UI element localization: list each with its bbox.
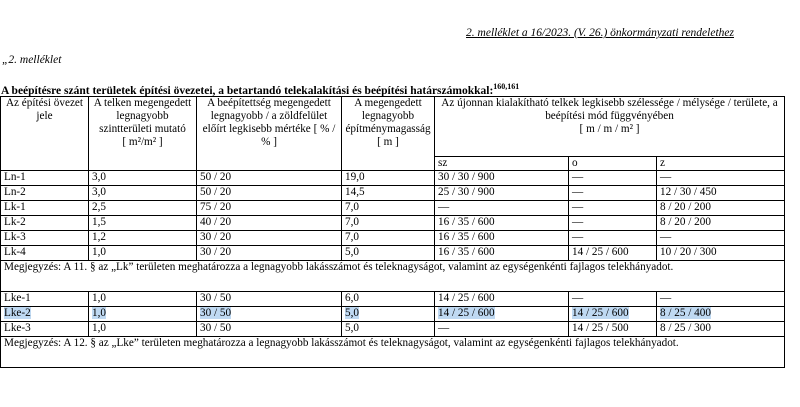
height-cell: 19,0 <box>342 171 435 186</box>
note-lke: Megjegyzés: A 12. § az „Lke” területen meghatározza a legnagyobb lakásszámot és teleknagyságot, valamint az egységenkénti fajlagos telekhányadot. <box>1 337 785 368</box>
zoning-table <box>0 96 785 368</box>
plot-z-cell: 8 / 20 / 200 <box>657 216 785 231</box>
coverage-cell: 75 / 20 <box>197 201 342 216</box>
col-header-sz: sz <box>435 157 569 171</box>
table-row <box>1 201 785 216</box>
coverage-cell: 30 / 20 <box>197 231 342 246</box>
table-row <box>1 292 785 307</box>
plot-o-cell: 14 / 25 / 600 <box>569 307 657 322</box>
col-header-z: z <box>657 157 785 171</box>
height-cell: 14,5 <box>342 186 435 201</box>
floor-index-cell: 1,0 <box>89 322 197 337</box>
zone-cell: Lk-4 <box>1 246 89 261</box>
table-row <box>1 171 785 186</box>
zone-cell: Ln-2 <box>1 186 89 201</box>
zone-cell: Lk-1 <box>1 201 89 216</box>
table-row <box>1 186 785 201</box>
floor-index-cell: 3,0 <box>89 186 197 201</box>
floor-index-cell: 1,0 <box>89 307 197 322</box>
zone-cell: Lke-3 <box>1 322 89 337</box>
floor-index-cell: 3,0 <box>89 171 197 186</box>
table-row <box>1 322 785 337</box>
zone-cell: Lke-1 <box>1 292 89 307</box>
plot-z-cell: — <box>657 171 785 186</box>
plot-z-cell: — <box>657 292 785 307</box>
coverage-cell: 30 / 50 <box>197 307 342 322</box>
plot-z-cell: 12 / 30 / 450 <box>657 186 785 201</box>
plot-sz-cell: 16 / 35 / 600 <box>435 216 569 231</box>
plot-z-cell: 8 / 25 / 300 <box>657 322 785 337</box>
col-header-zone: Az építési övezet jele <box>1 97 89 171</box>
plot-sz-cell: 14 / 25 / 600 <box>435 307 569 322</box>
plot-o-cell: 14 / 25 / 500 <box>569 322 657 337</box>
coverage-cell: 30 / 20 <box>197 246 342 261</box>
col-header-floor-index: A telken megengedett legnagyobb szintterületi mutató [ m²/m² ] <box>89 97 197 171</box>
zone-cell: Lk-3 <box>1 231 89 246</box>
plot-z-cell: 8 / 20 / 200 <box>657 201 785 216</box>
plot-sz-cell: — <box>435 201 569 216</box>
floor-index-cell: 1,0 <box>89 246 197 261</box>
plot-o-cell: — <box>569 171 657 186</box>
zone-cell: Ln-1 <box>1 171 89 186</box>
height-cell: 5,0 <box>342 322 435 337</box>
plot-o-cell: — <box>569 216 657 231</box>
zone-cell: Lke-2 <box>1 307 89 322</box>
height-cell: 5,0 <box>342 246 435 261</box>
plot-o-cell: — <box>569 231 657 246</box>
height-cell: 7,0 <box>342 231 435 246</box>
col-header-o: o <box>569 157 657 171</box>
floor-index-cell: 1,2 <box>89 231 197 246</box>
table-row <box>1 231 785 246</box>
plot-sz-cell: 16 / 35 / 600 <box>435 231 569 246</box>
coverage-cell: 30 / 50 <box>197 322 342 337</box>
title-text: A beépítésre szánt területek építési övezetei, a betartandó telekalakítási és beépítési határszámokkal: <box>1 84 494 97</box>
height-cell: 5,0 <box>342 307 435 322</box>
annex-header: 2. melléklet a 16/2023. (V. 26.) önkormányzati rendelethez <box>466 27 734 39</box>
height-cell: 7,0 <box>342 201 435 216</box>
table-row-selected[interactable] <box>1 307 785 322</box>
plot-z-cell: 10 / 20 / 300 <box>657 246 785 261</box>
plot-sz-cell: 14 / 25 / 600 <box>435 292 569 307</box>
title-footnote: 160,161 <box>493 82 520 91</box>
plot-o-cell: — <box>569 201 657 216</box>
annex-label: „2. melléklet <box>2 54 62 66</box>
table-row <box>1 216 785 231</box>
height-cell: 6,0 <box>342 292 435 307</box>
plot-o-cell: — <box>569 292 657 307</box>
height-cell: 7,0 <box>342 216 435 231</box>
col-header-coverage: A beépítettség megengedett legnagyobb / a zöldfelület előírt legkisebb mértéke [ % / % ] <box>197 97 342 171</box>
plot-sz-cell: 25 / 30 / 900 <box>435 186 569 201</box>
table-row <box>1 246 785 261</box>
plot-o-cell: 14 / 25 / 600 <box>569 246 657 261</box>
coverage-cell: 50 / 20 <box>197 171 342 186</box>
plot-o-cell: — <box>569 186 657 201</box>
zone-cell: Lk-2 <box>1 216 89 231</box>
coverage-cell: 40 / 20 <box>197 216 342 231</box>
floor-index-cell: 1,0 <box>89 292 197 307</box>
col-header-plot: Az újonnan kialakítható telkek legkisebb szélessége / mélysége / területe, a beépítési mód függvényében [ m / m / m² ] <box>435 97 785 157</box>
document-title <box>1 82 519 97</box>
floor-index-cell: 2,5 <box>89 201 197 216</box>
note-row <box>1 337 785 368</box>
plot-z-cell: — <box>657 231 785 246</box>
floor-index-cell: 1,5 <box>89 216 197 231</box>
plot-sz-cell: 30 / 30 / 900 <box>435 171 569 186</box>
plot-sz-cell: 16 / 35 / 600 <box>435 246 569 261</box>
note-row <box>1 261 785 292</box>
plot-z-cell: 8 / 25 / 400 <box>657 307 785 322</box>
coverage-cell: 50 / 20 <box>197 186 342 201</box>
coverage-cell: 30 / 50 <box>197 292 342 307</box>
plot-sz-cell: — <box>435 322 569 337</box>
col-header-height: A megengedett legnagyobb építménymagasság [ m ] <box>342 97 435 171</box>
note-lk: Megjegyzés: A 11. § az „Lk” területen meghatározza a legnagyobb lakásszámot és teleknagyságot, valamint az egységenkénti fajlagos telekhányadot. <box>1 261 785 292</box>
